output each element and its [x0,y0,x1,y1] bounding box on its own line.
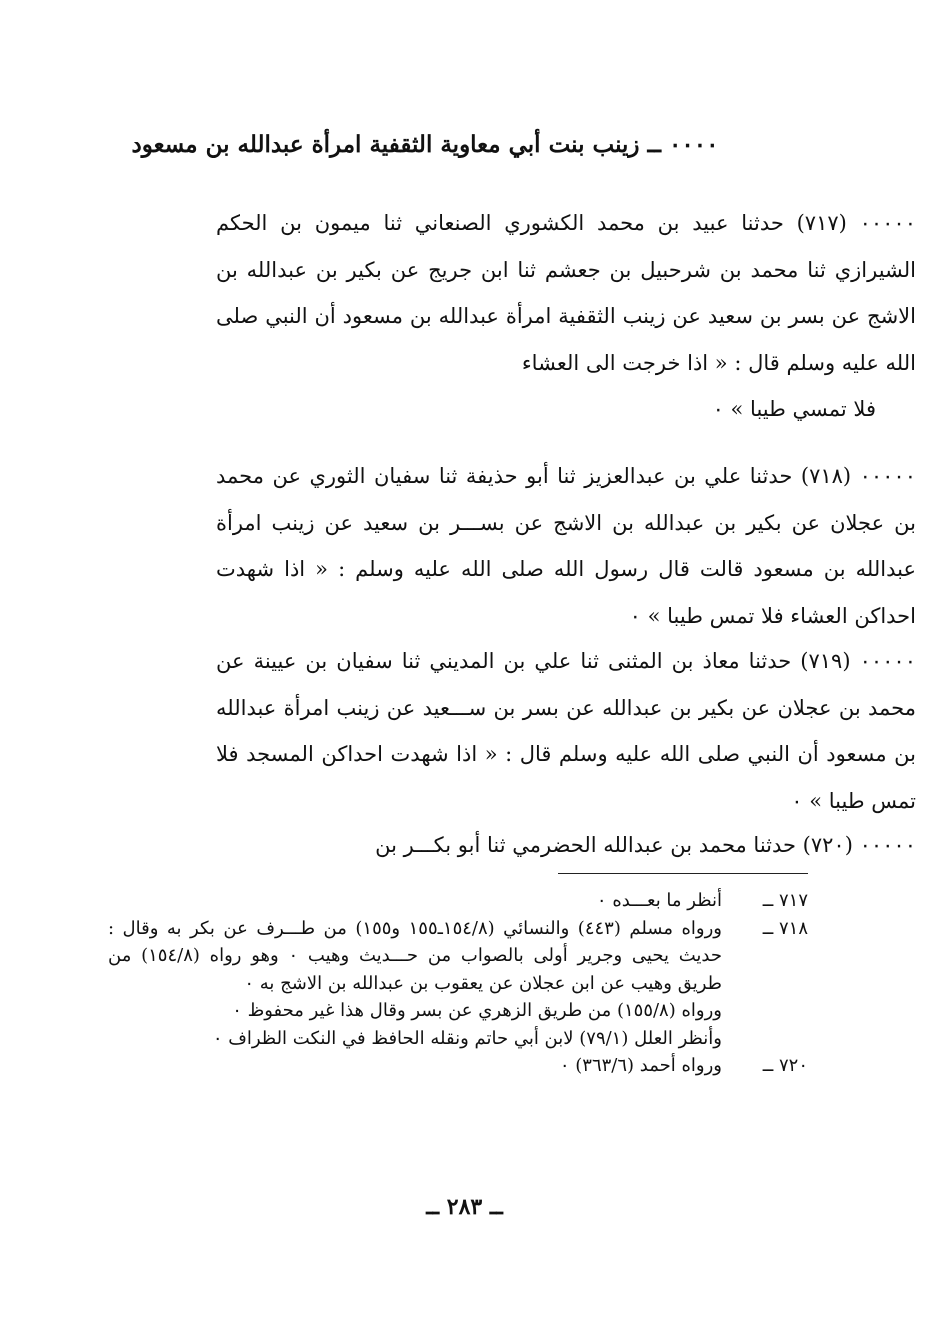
footnote-720-number: ٧٢٠ ــ [762,1055,808,1076]
footnote-717-text: أنظر ما بعـــده ٠ [596,890,722,911]
hadith-717-ending: فلا تمسي طيبا » ٠ [712,397,876,421]
hadith-717 [216,200,916,433]
footnote-718-continuation-2: وأنظر العلل (٧٩/١) لابن أبي حاتم ونقله الحافظ في النكت الظراف ٠ [212,1027,722,1049]
footnote-718-text: ورواه مسلم (٤٤٣) والنسائي (١٥٤/٨ـ١٥٥ و١٥٥) من طـــرف عن بكر به وقال : حديث يحيى وجرير أولى بالصواب من حـــديث وهيب ٠ وهو رواه (١٥٤/٨) من طريق وهيب عن ابن عجلان عن يعقوب بن عبدالله بن الاشج به ٠ [108,917,722,994]
chapter-title: ٠٠٠٠ ــ زينب بنت أبي معاوية الثقفية امرأة عبدالله بن مسعود [131,131,719,158]
footnote-718-number: ٧١٨ ــ [762,917,808,939]
footnotes [108,887,808,1080]
hadith-718: ٠٠٠٠٠ (٧١٨) حدثنا علي بن عبدالعزيز ثنا أبو حذيفة ثنا سفيان الثوري عن محمد بن عجلان عن بكير بن عبدالله بن الاشج عن بســـر بن سعيد عن زينب امرأة عبدالله بن مسعود قالت قال رسول الله صلى الله عليه وسلم : « اذا شهدت احداكن العشاء فلا تمس طيبا » ٠ [216,464,916,628]
footnote-720-text: ورواه أحمد (٣٦٣/٦) ٠ [559,1055,722,1076]
footnote-717 [108,887,808,915]
footnote-718 [108,915,808,998]
footnote-720 [108,1052,808,1080]
page-number: ــ ٢٨٣ ــ [426,1194,503,1220]
hadith-719: ٠٠٠٠٠ (٧١٩) حدثنا معاذ بن المثنى ثنا علي بن المديني ثنا سفيان بن عيينة عن محمد بن عجلان عن بكير بن عبدالله عن بسر بن ســـعيد عن زينب امرأة عبدالله بن مسعود أن النبي صلى الله عليه وسلم قال : « اذا شهدت احداكن المسجد فلا تمس طيبا » ٠ [216,649,916,813]
hadith-717-text: ٠٠٠٠٠ (٧١٧) حدثنا عبيد بن محمد الكشوري الصنعاني ثنا ميمون بن الحكم الشيرازي ثنا محمد بن شرحبيل بن جعشم ثنا ابن جريج عن بكير بن عبدالله بن الاشج عن بسر بن سعيد عن زينب الثقفية امرأة عبدالله بن مسعود أن النبي صلى الله عليه وسلم قال : « اذا خرجت الى العشاء [216,211,916,375]
hadith-720: ٠٠٠٠٠ (٧٢٠) حدثنا محمد بن عبدالله الحضرمي ثنا أبو بكـــر بن [375,833,916,857]
footnote-separator [558,873,808,874]
footnote-717-number: ٧١٧ ــ [762,890,808,911]
footnote-718-continuation-1: ورواه (١٥٥/٨) من طريق الزهري عن بسر وقال هذا غير محفوظ ٠ [232,1000,722,1021]
